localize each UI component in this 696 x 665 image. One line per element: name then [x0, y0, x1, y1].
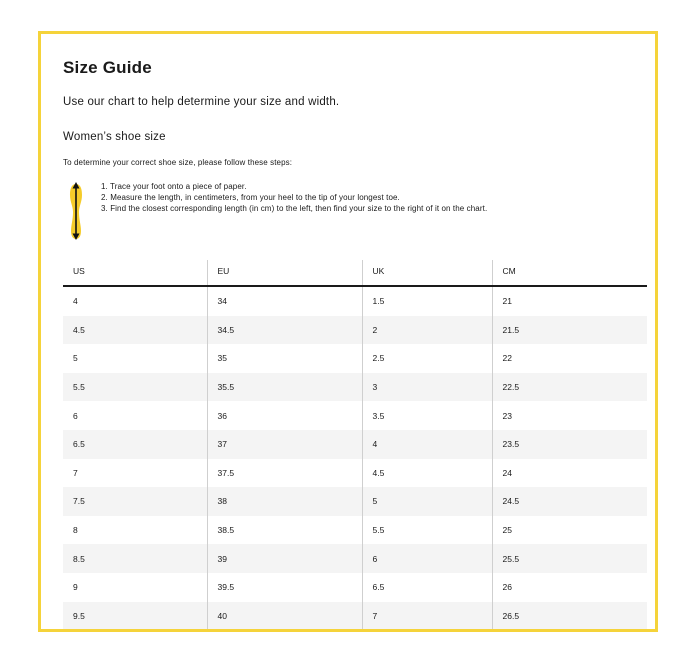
cell-eu: 39.5 [207, 573, 362, 602]
table-row [63, 401, 647, 430]
cell-uk: 2 [362, 316, 492, 345]
cell-uk: 6.5 [362, 573, 492, 602]
cell-us: 4.5 [63, 316, 207, 345]
cell-us: 9 [73, 582, 78, 593]
cell-us: 7 [73, 467, 78, 478]
cell-cm: 23 [492, 401, 647, 430]
cell-eu: 35 [207, 344, 362, 373]
cell-cm: 21.5 [492, 316, 647, 345]
cell-uk: 6 [362, 544, 492, 573]
cell-cm: 24.5 [492, 487, 647, 516]
intro-text: Use our chart to help determine your size and width. [63, 96, 340, 108]
cell-us: 5 [73, 353, 78, 364]
cell-uk: 4 [362, 430, 492, 459]
cell-eu: 40 [207, 602, 362, 631]
step-item: 1. Trace your foot onto a piece of paper. [101, 182, 247, 191]
column-header-us: US [63, 260, 207, 286]
cell-us: 7.5 [63, 487, 207, 516]
table-row [63, 459, 647, 488]
column-header-cm: CM [492, 260, 647, 286]
steps-intro-text: To determine your correct shoe size, please follow these steps: [63, 158, 293, 167]
cell-uk: 3 [362, 373, 492, 402]
cell-uk: 5 [362, 487, 492, 516]
cell-uk: 5.5 [362, 516, 492, 545]
size-chart-table [63, 260, 647, 630]
cell-cm: 25.5 [492, 544, 647, 573]
cell-eu: 37.5 [207, 459, 362, 488]
step-item: 2. Measure the length, in centimeters, from your heel to the tip of your longest toe. [101, 193, 400, 202]
step-item: 3. Find the closest corresponding length (in cm) to the left, then find your size to the right of it on the chart. [101, 204, 488, 213]
column-header-eu: EU [207, 260, 362, 286]
table-header-row [63, 260, 647, 286]
table-row [63, 316, 647, 345]
cell-cm: 25 [492, 516, 647, 545]
table-row [63, 516, 647, 545]
table-row [63, 573, 647, 602]
cell-uk: 7 [362, 602, 492, 631]
cell-us: 5.5 [63, 373, 207, 402]
cell-us: 6.5 [63, 430, 207, 459]
table-row [63, 344, 647, 373]
cell-eu: 34 [207, 286, 362, 316]
cell-eu: 36 [207, 401, 362, 430]
section-heading: Women’s shoe size [63, 131, 166, 143]
cell-uk: 3.5 [362, 401, 492, 430]
cell-eu: 38 [207, 487, 362, 516]
page-title: Size Guide [63, 58, 152, 77]
cell-eu: 34.5 [207, 316, 362, 345]
table-row [63, 487, 647, 516]
column-header-uk: UK [362, 260, 492, 286]
foot-measure-icon [68, 180, 84, 242]
cell-cm: 26.5 [492, 602, 647, 631]
cell-uk: 2.5 [362, 344, 492, 373]
cell-eu: 37 [207, 430, 362, 459]
cell-uk: 4.5 [362, 459, 492, 488]
table-row [63, 602, 647, 631]
table-row [63, 286, 647, 316]
cell-cm: 24 [492, 459, 647, 488]
table-row [63, 373, 647, 402]
cell-cm: 26 [492, 573, 647, 602]
cell-cm: 22.5 [492, 373, 647, 402]
cell-us: 8.5 [63, 544, 207, 573]
cell-us: 4 [73, 296, 78, 307]
cell-cm: 21 [492, 286, 647, 316]
table-row [63, 430, 647, 459]
steps-list [101, 181, 611, 214]
cell-us: 6 [73, 410, 78, 421]
cell-eu: 38.5 [207, 516, 362, 545]
cell-eu: 35.5 [207, 373, 362, 402]
cell-cm: 22 [492, 344, 647, 373]
cell-us: 9.5 [63, 602, 207, 631]
cell-uk: 1.5 [362, 286, 492, 316]
size-guide-panel [38, 31, 658, 632]
cell-us: 8 [73, 525, 78, 536]
cell-eu: 39 [207, 544, 362, 573]
table-row [63, 544, 647, 573]
table-body [63, 286, 647, 630]
cell-cm: 23.5 [492, 430, 647, 459]
